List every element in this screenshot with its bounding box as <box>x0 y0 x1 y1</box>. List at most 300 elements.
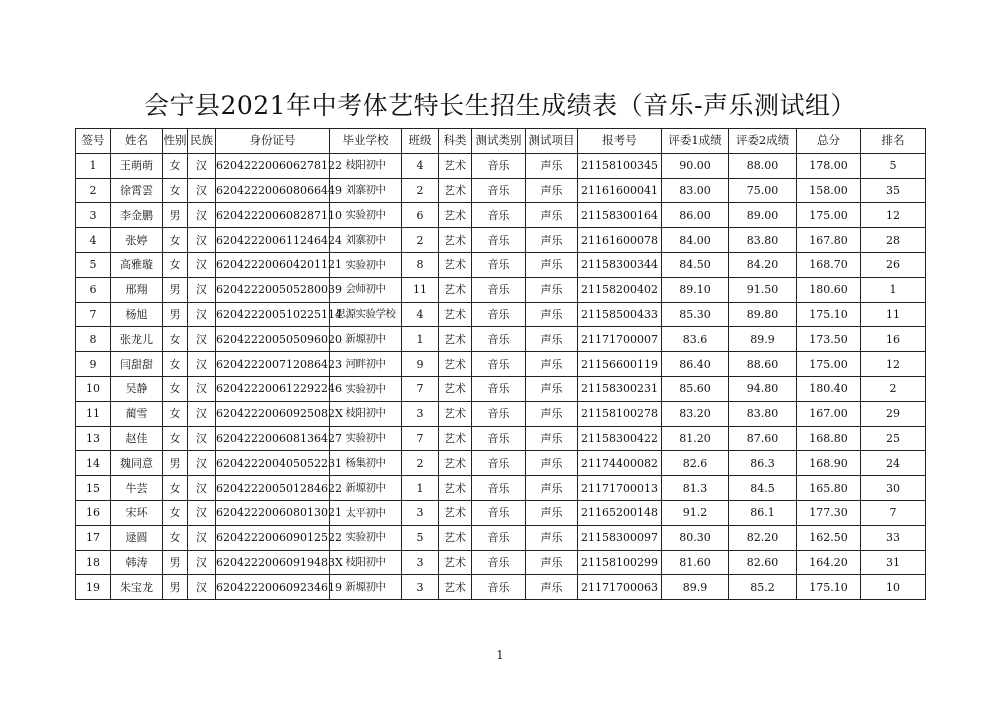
cell-lot: 18 <box>76 550 111 575</box>
cell-name: 魏同意 <box>111 451 163 476</box>
page-title: 会宁县2021年中考体艺特长生招生成绩表（音乐-声乐测试组） <box>143 91 857 120</box>
cell-total: 180.40 <box>797 376 861 401</box>
cell-lot: 16 <box>76 500 111 525</box>
cell-class: 6 <box>402 203 439 228</box>
cell-total: 175.10 <box>797 302 861 327</box>
cell-test-item: 声乐 <box>526 277 578 302</box>
cell-school: 思源实验学校 <box>330 302 402 327</box>
cell-id-number: 620422200405052231 <box>216 451 330 476</box>
table-header <box>76 129 926 154</box>
cell-id-number: 620422200501284622 <box>216 476 330 501</box>
cell-judge1-score: 85.60 <box>662 376 729 401</box>
cell-class: 2 <box>402 228 439 253</box>
cell-subject: 艺术 <box>439 228 472 253</box>
cell-total: 168.90 <box>797 451 861 476</box>
cell-name: 杨旭 <box>111 302 163 327</box>
cell-total: 180.60 <box>797 277 861 302</box>
cell-ethnicity: 汉 <box>188 525 216 550</box>
cell-test-item: 声乐 <box>526 575 578 600</box>
table-row <box>76 302 926 327</box>
cell-ethnicity: 汉 <box>188 352 216 377</box>
cell-lot: 2 <box>76 178 111 203</box>
cell-lot: 6 <box>76 277 111 302</box>
cell-exam-number: 21158200402 <box>578 277 662 302</box>
cell-rank: 2 <box>861 376 926 401</box>
cell-gender: 女 <box>163 252 188 277</box>
cell-judge2-score: 89.80 <box>729 302 797 327</box>
cell-test-item: 声乐 <box>526 550 578 575</box>
cell-lot: 13 <box>76 426 111 451</box>
cell-judge2-score: 82.20 <box>729 525 797 550</box>
cell-judge1-score: 91.2 <box>662 500 729 525</box>
cell-judge2-score: 89.9 <box>729 327 797 352</box>
cell-name: 逯圆 <box>111 525 163 550</box>
cell-subject: 艺术 <box>439 376 472 401</box>
cell-lot: 15 <box>76 476 111 501</box>
cell-ethnicity: 汉 <box>188 302 216 327</box>
cell-test-item: 声乐 <box>526 153 578 178</box>
cell-class: 7 <box>402 376 439 401</box>
cell-rank: 30 <box>861 476 926 501</box>
cell-class: 3 <box>402 575 439 600</box>
cell-rank: 33 <box>861 525 926 550</box>
cell-ethnicity: 汉 <box>188 426 216 451</box>
cell-lot: 5 <box>76 252 111 277</box>
cell-test-item: 声乐 <box>526 401 578 426</box>
cell-total: 175.00 <box>797 203 861 228</box>
cell-id-number: 620422200510225114 <box>216 302 330 327</box>
table-row <box>76 252 926 277</box>
cell-test-category: 音乐 <box>472 352 526 377</box>
cell-subject: 艺术 <box>439 352 472 377</box>
cell-total: 167.00 <box>797 401 861 426</box>
cell-test-item: 声乐 <box>526 500 578 525</box>
cell-gender: 男 <box>163 302 188 327</box>
cell-lot: 11 <box>76 401 111 426</box>
cell-name: 张龙儿 <box>111 327 163 352</box>
cell-subject: 艺术 <box>439 525 472 550</box>
table-row <box>76 500 926 525</box>
cell-judge1-score: 81.60 <box>662 550 729 575</box>
cell-name: 蔺雪 <box>111 401 163 426</box>
cell-test-category: 音乐 <box>472 500 526 525</box>
cell-rank: 11 <box>861 302 926 327</box>
cell-test-item: 声乐 <box>526 228 578 253</box>
header-cell-test-item: 测试项目 <box>526 129 578 154</box>
cell-school: 实验初中 <box>330 426 402 451</box>
cell-gender: 男 <box>163 550 188 575</box>
cell-test-category: 音乐 <box>472 327 526 352</box>
cell-test-category: 音乐 <box>472 550 526 575</box>
cell-total: 165.80 <box>797 476 861 501</box>
cell-id-number: 620422200608136427 <box>216 426 330 451</box>
cell-ethnicity: 汉 <box>188 550 216 575</box>
cell-ethnicity: 汉 <box>188 252 216 277</box>
header-cell-subject: 科类 <box>439 129 472 154</box>
cell-class: 8 <box>402 252 439 277</box>
cell-exam-number: 21161600041 <box>578 178 662 203</box>
cell-name: 宋环 <box>111 500 163 525</box>
cell-exam-number: 21158300422 <box>578 426 662 451</box>
cell-total: 178.00 <box>797 153 861 178</box>
cell-class: 4 <box>402 302 439 327</box>
cell-id-number: 620422200611246424 <box>216 228 330 253</box>
cell-gender: 女 <box>163 525 188 550</box>
cell-ethnicity: 汉 <box>188 228 216 253</box>
cell-id-number: 620422200505280039 <box>216 277 330 302</box>
cell-school: 刘寨初中 <box>330 178 402 203</box>
cell-class: 3 <box>402 401 439 426</box>
cell-exam-number: 21158500433 <box>578 302 662 327</box>
cell-rank: 7 <box>861 500 926 525</box>
header-row <box>76 129 926 154</box>
cell-gender: 男 <box>163 575 188 600</box>
cell-class: 11 <box>402 277 439 302</box>
cell-subject: 艺术 <box>439 426 472 451</box>
cell-ethnicity: 汉 <box>188 153 216 178</box>
cell-rank: 1 <box>861 277 926 302</box>
cell-judge2-score: 82.60 <box>729 550 797 575</box>
cell-test-category: 音乐 <box>472 302 526 327</box>
cell-gender: 女 <box>163 476 188 501</box>
header-cell-judge2-score: 评委2成绩 <box>729 129 797 154</box>
cell-gender: 女 <box>163 327 188 352</box>
cell-ethnicity: 汉 <box>188 178 216 203</box>
cell-judge2-score: 86.1 <box>729 500 797 525</box>
cell-lot: 19 <box>76 575 111 600</box>
cell-name: 朱宝龙 <box>111 575 163 600</box>
cell-gender: 女 <box>163 401 188 426</box>
cell-name: 吴静 <box>111 376 163 401</box>
cell-judge2-score: 91.50 <box>729 277 797 302</box>
cell-ethnicity: 汉 <box>188 277 216 302</box>
cell-id-number: 620422200604201121 <box>216 252 330 277</box>
cell-judge1-score: 89.10 <box>662 277 729 302</box>
table-row <box>76 352 926 377</box>
cell-total: 164.20 <box>797 550 861 575</box>
cell-total: 175.10 <box>797 575 861 600</box>
cell-school: 河畔初中 <box>330 352 402 377</box>
cell-total: 175.00 <box>797 352 861 377</box>
cell-subject: 艺术 <box>439 327 472 352</box>
cell-school: 枝阳初中 <box>330 401 402 426</box>
cell-class: 2 <box>402 451 439 476</box>
cell-school: 实验初中 <box>330 525 402 550</box>
cell-exam-number: 21171700013 <box>578 476 662 501</box>
cell-ethnicity: 汉 <box>188 575 216 600</box>
cell-lot: 14 <box>76 451 111 476</box>
cell-class: 9 <box>402 352 439 377</box>
cell-test-category: 音乐 <box>472 228 526 253</box>
cell-test-category: 音乐 <box>472 203 526 228</box>
table-row <box>76 376 926 401</box>
cell-exam-number: 21171700007 <box>578 327 662 352</box>
cell-id-number: 620422200505096020 <box>216 327 330 352</box>
header-cell-school: 毕业学校 <box>330 129 402 154</box>
cell-subject: 艺术 <box>439 277 472 302</box>
header-cell-id-number: 身份证号 <box>216 129 330 154</box>
cell-exam-number: 21161600078 <box>578 228 662 253</box>
cell-judge2-score: 83.80 <box>729 228 797 253</box>
cell-school: 新塬初中 <box>330 476 402 501</box>
cell-test-item: 声乐 <box>526 476 578 501</box>
cell-lot: 3 <box>76 203 111 228</box>
cell-rank: 25 <box>861 426 926 451</box>
cell-gender: 女 <box>163 376 188 401</box>
cell-rank: 29 <box>861 401 926 426</box>
cell-exam-number: 21158300097 <box>578 525 662 550</box>
header-cell-test-category: 测试类别 <box>472 129 526 154</box>
table-row <box>76 327 926 352</box>
cell-rank: 5 <box>861 153 926 178</box>
cell-school: 新塬初中 <box>330 327 402 352</box>
table-row <box>76 228 926 253</box>
cell-lot: 8 <box>76 327 111 352</box>
cell-class: 1 <box>402 327 439 352</box>
cell-judge2-score: 87.60 <box>729 426 797 451</box>
table-row <box>76 451 926 476</box>
cell-exam-number: 21158300164 <box>578 203 662 228</box>
cell-exam-number: 21171700063 <box>578 575 662 600</box>
table-row <box>76 476 926 501</box>
header-cell-total: 总分 <box>797 129 861 154</box>
cell-test-category: 音乐 <box>472 277 526 302</box>
cell-id-number: 620422200712086423 <box>216 352 330 377</box>
cell-lot: 1 <box>76 153 111 178</box>
cell-school: 实验初中 <box>330 203 402 228</box>
cell-school: 太平初中 <box>330 500 402 525</box>
cell-gender: 女 <box>163 153 188 178</box>
header-cell-lot: 签号 <box>76 129 111 154</box>
cell-name: 王萌萌 <box>111 153 163 178</box>
cell-exam-number: 21158100278 <box>578 401 662 426</box>
cell-id-number: 620422200608066449 <box>216 178 330 203</box>
cell-judge1-score: 89.9 <box>662 575 729 600</box>
cell-exam-number: 21158300344 <box>578 252 662 277</box>
cell-judge1-score: 82.6 <box>662 451 729 476</box>
cell-total: 168.70 <box>797 252 861 277</box>
cell-judge1-score: 84.00 <box>662 228 729 253</box>
cell-rank: 35 <box>861 178 926 203</box>
cell-subject: 艺术 <box>439 302 472 327</box>
cell-test-category: 音乐 <box>472 575 526 600</box>
cell-ethnicity: 汉 <box>188 327 216 352</box>
cell-id-number: 620422200609234619 <box>216 575 330 600</box>
cell-judge1-score: 83.6 <box>662 327 729 352</box>
cell-subject: 艺术 <box>439 252 472 277</box>
cell-subject: 艺术 <box>439 476 472 501</box>
table-row <box>76 277 926 302</box>
cell-judge1-score: 84.50 <box>662 252 729 277</box>
cell-name: 闫甜甜 <box>111 352 163 377</box>
table-row <box>76 203 926 228</box>
cell-test-category: 音乐 <box>472 476 526 501</box>
cell-rank: 12 <box>861 352 926 377</box>
cell-class: 4 <box>402 153 439 178</box>
cell-test-item: 声乐 <box>526 525 578 550</box>
cell-gender: 男 <box>163 451 188 476</box>
cell-judge2-score: 88.00 <box>729 153 797 178</box>
table-body <box>76 153 926 599</box>
header-cell-ethnicity: 民族 <box>188 129 216 154</box>
cell-class: 3 <box>402 550 439 575</box>
cell-id-number: 620422200609012522 <box>216 525 330 550</box>
header-cell-judge1-score: 评委1成绩 <box>662 129 729 154</box>
table-row <box>76 178 926 203</box>
header-cell-name: 姓名 <box>111 129 163 154</box>
cell-ethnicity: 汉 <box>188 451 216 476</box>
cell-total: 173.50 <box>797 327 861 352</box>
cell-rank: 28 <box>861 228 926 253</box>
page-number: 1 <box>496 648 504 662</box>
cell-ethnicity: 汉 <box>188 203 216 228</box>
cell-test-item: 声乐 <box>526 376 578 401</box>
cell-subject: 艺术 <box>439 451 472 476</box>
cell-name: 赵佳 <box>111 426 163 451</box>
cell-class: 2 <box>402 178 439 203</box>
cell-name: 邢翔 <box>111 277 163 302</box>
cell-total: 168.80 <box>797 426 861 451</box>
cell-gender: 女 <box>163 228 188 253</box>
cell-test-category: 音乐 <box>472 401 526 426</box>
cell-judge1-score: 90.00 <box>662 153 729 178</box>
table-row <box>76 401 926 426</box>
cell-rank: 12 <box>861 203 926 228</box>
cell-judge1-score: 85.30 <box>662 302 729 327</box>
cell-test-item: 声乐 <box>526 302 578 327</box>
cell-class: 3 <box>402 500 439 525</box>
cell-judge2-score: 89.00 <box>729 203 797 228</box>
cell-judge2-score: 84.20 <box>729 252 797 277</box>
cell-total: 162.50 <box>797 525 861 550</box>
cell-test-item: 声乐 <box>526 327 578 352</box>
cell-judge1-score: 81.3 <box>662 476 729 501</box>
cell-gender: 女 <box>163 500 188 525</box>
cell-exam-number: 21156600119 <box>578 352 662 377</box>
cell-lot: 17 <box>76 525 111 550</box>
cell-school: 杨集初中 <box>330 451 402 476</box>
cell-test-category: 音乐 <box>472 153 526 178</box>
cell-class: 7 <box>402 426 439 451</box>
cell-exam-number: 21165200148 <box>578 500 662 525</box>
cell-test-category: 音乐 <box>472 376 526 401</box>
cell-judge2-score: 75.00 <box>729 178 797 203</box>
cell-exam-number: 21158300231 <box>578 376 662 401</box>
cell-id-number: 62042220060919483X <box>216 550 330 575</box>
cell-gender: 女 <box>163 178 188 203</box>
cell-subject: 艺术 <box>439 178 472 203</box>
cell-school: 刘寨初中 <box>330 228 402 253</box>
cell-test-category: 音乐 <box>472 525 526 550</box>
cell-ethnicity: 汉 <box>188 476 216 501</box>
cell-exam-number: 21158100299 <box>578 550 662 575</box>
cell-judge1-score: 83.20 <box>662 401 729 426</box>
cell-gender: 男 <box>163 277 188 302</box>
cell-judge1-score: 81.20 <box>662 426 729 451</box>
cell-test-category: 音乐 <box>472 451 526 476</box>
cell-name: 张婷 <box>111 228 163 253</box>
cell-exam-number: 21174400082 <box>578 451 662 476</box>
cell-total: 167.80 <box>797 228 861 253</box>
cell-id-number: 620422200606278122 <box>216 153 330 178</box>
cell-class: 5 <box>402 525 439 550</box>
cell-test-category: 音乐 <box>472 426 526 451</box>
cell-name: 高雅璇 <box>111 252 163 277</box>
cell-ethnicity: 汉 <box>188 376 216 401</box>
cell-test-item: 声乐 <box>526 252 578 277</box>
cell-subject: 艺术 <box>439 575 472 600</box>
header-cell-rank: 排名 <box>861 129 926 154</box>
cell-test-item: 声乐 <box>526 352 578 377</box>
cell-exam-number: 21158100345 <box>578 153 662 178</box>
cell-rank: 10 <box>861 575 926 600</box>
cell-subject: 艺术 <box>439 203 472 228</box>
cell-subject: 艺术 <box>439 550 472 575</box>
cell-judge2-score: 84.5 <box>729 476 797 501</box>
cell-subject: 艺术 <box>439 153 472 178</box>
table-row <box>76 426 926 451</box>
header-cell-gender: 性别 <box>163 129 188 154</box>
cell-ethnicity: 汉 <box>188 401 216 426</box>
cell-judge2-score: 86.3 <box>729 451 797 476</box>
table-row <box>76 550 926 575</box>
cell-judge1-score: 83.00 <box>662 178 729 203</box>
cell-subject: 艺术 <box>439 401 472 426</box>
cell-school: 枝阳初中 <box>330 550 402 575</box>
cell-gender: 男 <box>163 203 188 228</box>
cell-lot: 10 <box>76 376 111 401</box>
cell-judge2-score: 85.2 <box>729 575 797 600</box>
table-row <box>76 575 926 600</box>
cell-lot: 4 <box>76 228 111 253</box>
cell-name: 李金鹏 <box>111 203 163 228</box>
cell-name: 徐霄雲 <box>111 178 163 203</box>
cell-school: 枝阳初中 <box>330 153 402 178</box>
cell-lot: 9 <box>76 352 111 377</box>
header-cell-class: 班级 <box>402 129 439 154</box>
cell-total: 177.30 <box>797 500 861 525</box>
cell-name: 韩涛 <box>111 550 163 575</box>
cell-lot: 7 <box>76 302 111 327</box>
cell-rank: 16 <box>861 327 926 352</box>
cell-id-number: 62042220060925082X <box>216 401 330 426</box>
cell-judge2-score: 94.80 <box>729 376 797 401</box>
cell-gender: 女 <box>163 426 188 451</box>
cell-judge2-score: 83.80 <box>729 401 797 426</box>
cell-school: 实验初中 <box>330 376 402 401</box>
cell-judge2-score: 88.60 <box>729 352 797 377</box>
table-row <box>76 153 926 178</box>
cell-id-number: 620422200608013021 <box>216 500 330 525</box>
cell-school: 会师初中 <box>330 277 402 302</box>
cell-name: 牛芸 <box>111 476 163 501</box>
cell-rank: 31 <box>861 550 926 575</box>
cell-judge1-score: 86.00 <box>662 203 729 228</box>
cell-rank: 24 <box>861 451 926 476</box>
header-cell-exam-number: 报考号 <box>578 129 662 154</box>
cell-rank: 26 <box>861 252 926 277</box>
cell-judge1-score: 86.40 <box>662 352 729 377</box>
cell-school: 新塬初中 <box>330 575 402 600</box>
cell-id-number: 620422200612292246 <box>216 376 330 401</box>
cell-test-category: 音乐 <box>472 252 526 277</box>
cell-test-item: 声乐 <box>526 451 578 476</box>
cell-gender: 女 <box>163 352 188 377</box>
scores-table <box>75 128 926 600</box>
cell-total: 158.00 <box>797 178 861 203</box>
cell-test-item: 声乐 <box>526 426 578 451</box>
cell-school: 实验初中 <box>330 252 402 277</box>
